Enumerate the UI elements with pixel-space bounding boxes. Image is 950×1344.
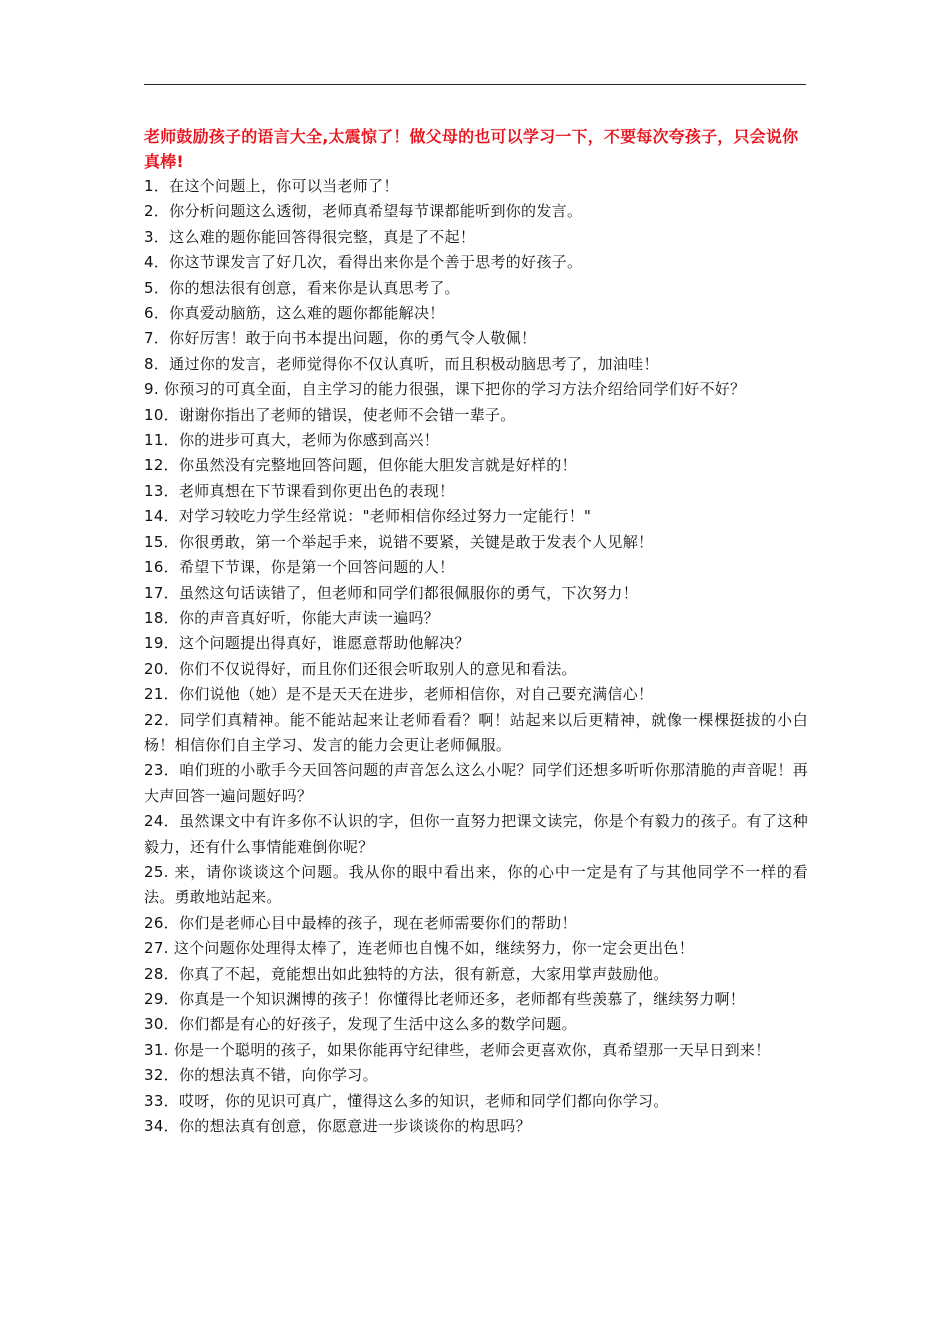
- document-title: 老师鼓励孩子的语言大全,太震惊了！做父母的也可以学习一下，不要每次夸孩子，只会说你真棒!: [144, 127, 799, 171]
- list-item: 2．你分析问题这么透彻，老师真希望每节课都能听到你的发言。: [144, 202, 583, 221]
- list-item: 16．希望下节课，你是第一个回答问题的人！: [144, 558, 455, 577]
- list-item: 19．这个问题提出得真好，谁愿意帮助他解决？: [144, 634, 470, 653]
- header-rule: [144, 84, 806, 85]
- list-item: 28．你真了不起，竟能想出如此独特的方法，很有新意，大家用掌声鼓励他。: [144, 964, 669, 983]
- list-item: 33．哎呀，你的见识可真广，懂得这么多的知识，老师和同学们都向你学习。: [144, 1091, 669, 1110]
- list-item: 3．这么难的题你能回答得很完整，真是了不起！: [144, 227, 476, 246]
- list-item: 26．你们是老师心目中最棒的孩子，现在老师需要你们的帮助！: [144, 913, 577, 932]
- list-item: 27. 这个问题你处理得太棒了，连老师也自愧不如，继续努力，你一定会更出色！: [144, 939, 695, 958]
- list-item: 20．你们不仅说得好，而且你们还很会听取别人的意见和看法。: [144, 659, 577, 678]
- list-item: 18．你的声音真好听，你能大声读一遍吗？: [144, 608, 440, 627]
- list-item: 30．你们都是有心的好孩子，发现了生活中这么多的数学问题。: [144, 1015, 577, 1034]
- list-item: 14．对学习较吃力学生经常说："老师相信你经过努力一定能行！": [144, 507, 592, 526]
- list-item: 8．通过你的发言，老师觉得你不仅认真听，而且积极动脑思考了，加油哇！: [144, 354, 659, 373]
- list-item: 23．咱们班的小歌手今天回答问题的声音怎么这么小呢？同学们还想多听听你那清脆的声音呢！再大声回答一遍问题好吗？: [144, 761, 808, 805]
- list-item: 25. 来，请你谈谈这个问题。我从你的眼中看出来，你的心中一定是有了与其他同学不一样的看法。勇敢地站起来。: [144, 862, 808, 907]
- list-item: 6．你真爱动脑筋，这么难的题你都能解决！: [144, 304, 445, 323]
- list-item: 13．老师真想在下节课看到你更出色的表现！: [144, 481, 455, 500]
- list-item: 10．谢谢你指出了老师的错误，使老师不会错一辈子。: [144, 405, 516, 424]
- list-item: 12．你虽然没有完整地回答问题，但你能大胆发言就是好样的！: [144, 456, 577, 475]
- list-item: 29．你真是一个知识渊博的孩子！你懂得比老师还多，老师都有些羡慕了，继续努力啊！: [144, 990, 746, 1008]
- list-item: 7．你好厉害！敢于向书本提出问题，你的勇气令人敬佩！: [144, 329, 537, 348]
- list-item: 11．你的进步可真大，老师为你感到高兴！: [144, 431, 440, 450]
- list-item: 22．同学们真精神。能不能站起来让老师看看？啊！站起来以后更精神，就像一棵棵挺拔的小白杨！相信你们自主学习、发言的能力会更让老师佩服。: [144, 710, 808, 754]
- list-item: 34．你的想法真有创意，你愿意进一步谈谈你的构思吗？: [144, 1117, 531, 1136]
- list-item: 17．虽然这句话读错了，但老师和同学们都很佩服你的勇气，下次努力！: [144, 583, 638, 602]
- list-item: 24．虽然课文中有许多你不认识的字，但你一直努力把课文读完，你是个有毅力的孩子。有了这种毅力，还有什么事情能难倒你呢？: [144, 812, 808, 856]
- list-item: 32．你的想法真不错，向你学习。: [144, 1066, 378, 1085]
- list-item: 1．在这个问题上，你可以当老师了！: [144, 177, 399, 195]
- list-item: 15．你很勇敢，第一个举起手来，说错不要紧，关键是敢于发表个人见解！: [144, 532, 654, 551]
- list-item: 9. 你预习的可真全面，自主学习的能力很强，课下把你的学习方法介绍给同学们好不好？: [144, 380, 746, 399]
- document-content: [144, 124, 808, 1139]
- encouragement-list: [144, 174, 808, 1139]
- list-item: 4．你这节课发言了好几次，看得出来你是个善于思考的好孩子。: [144, 253, 583, 272]
- list-item: 5．你的想法很有创意，看来你是认真思考了。: [144, 278, 460, 297]
- list-item: 21．你们说他（她）是不是天天在进步，老师相信你，对自己要充满信心！: [144, 685, 654, 704]
- list-item: 31. 你是一个聪明的孩子，如果你能再守纪律些，老师会更喜欢你，真希望那一天早日到来！: [144, 1040, 771, 1059]
